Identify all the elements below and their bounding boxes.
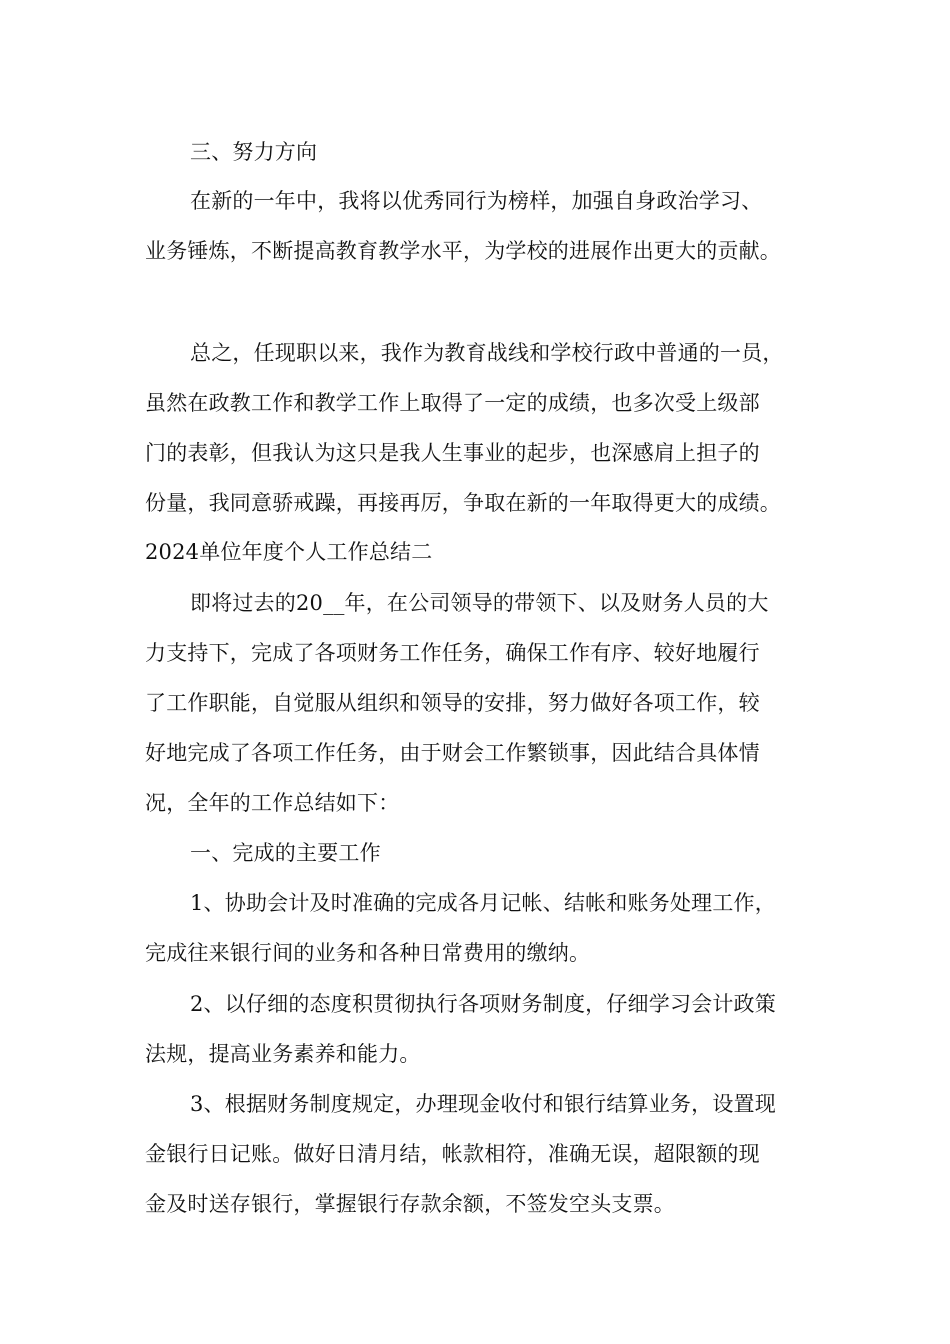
paragraph-line: 在新的一年中，我将以优秀同行为榜样，加强自身政治学习、 — [190, 189, 763, 213]
section-heading-3: 三、努力方向 — [190, 140, 318, 164]
list-item-line: 1、协助会计及时准确的完成各月记帐、结帐和账务处理工作， — [190, 891, 776, 915]
paragraph-line: 虽然在政教工作和教学工作上取得了一定的成绩，也多次受上级部 — [145, 391, 760, 415]
list-item-line: 金银行日记账。做好日清月结，帐款相符，准确无误，超限额的现 — [145, 1142, 760, 1166]
paragraph-line: 好地完成了各项工作任务，由于财会工作繁锁事，因此结合具体情 — [145, 741, 760, 765]
list-item-line: 金及时送存银行，掌握银行存款余额，不签发空头支票。 — [145, 1192, 675, 1216]
list-item-line: 2、以仔细的态度积贯彻执行各项财务制度，仔细学习会计政策 — [190, 992, 776, 1016]
paragraph-line: 即将过去的20__年，在公司领导的带领下、以及财务人员的大 — [190, 591, 769, 615]
paragraph-line: 总之，任现职以来，我作为教育战线和学校行政中普通的一员， — [190, 341, 784, 365]
paragraph-line: 了工作职能，自觉服从组织和领导的安排，努力做好各项工作，较 — [145, 691, 760, 715]
paragraph-line: 业务锤炼，不断提高教育教学水平，为学校的进展作出更大的贡献。 — [145, 239, 781, 263]
list-item-line: 完成往来银行间的业务和各种日常费用的缴纳。 — [145, 941, 591, 965]
paragraph-line: 份量，我同意骄戒躁，再接再厉，争取在新的一年取得更大的成绩。 — [145, 491, 781, 515]
list-item-line: 法规，提高业务素养和能力。 — [145, 1042, 421, 1066]
section-heading-1: 一、完成的主要工作 — [190, 841, 381, 865]
document-title: 2024单位年度个人工作总结二 — [145, 540, 433, 564]
list-item-line: 3、根据财务制度规定，办理现金收付和银行结算业务，设置现 — [190, 1092, 776, 1116]
paragraph-line: 力支持下，完成了各项财务工作任务，确保工作有序、较好地履行 — [145, 641, 760, 665]
paragraph-line: 况，全年的工作总结如下： — [145, 791, 400, 815]
paragraph-line: 门的表彰，但我认为这只是我人生事业的起步，也深感肩上担子的 — [145, 441, 760, 465]
